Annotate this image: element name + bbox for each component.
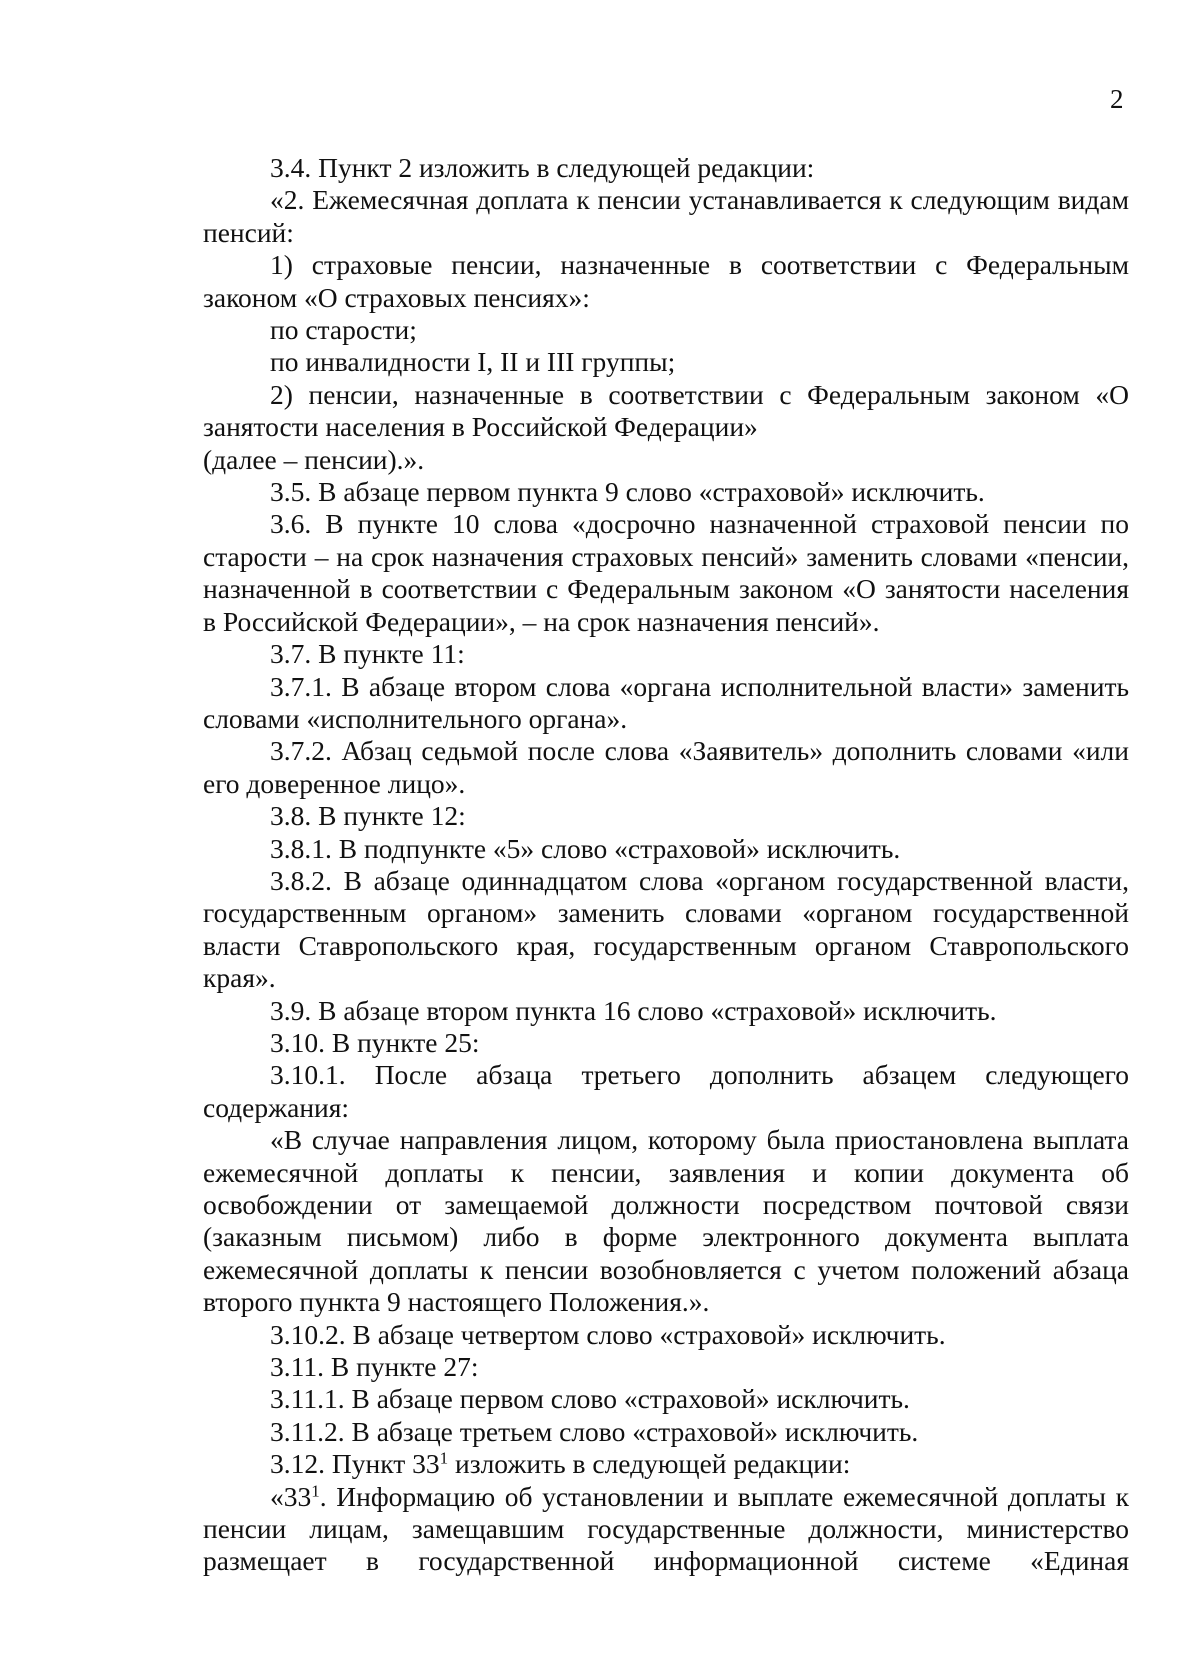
- paragraph-quote-2: «2. Ежемесячная доплата к пенсии устанавливается к следующим видам пенсий:: [203, 184, 1129, 248]
- paragraph-3-11-2: 3.11.2. В абзаце третьем слово «страховой» исключить.: [270, 1415, 919, 1447]
- paragraph-3-8-1: 3.8.1. В подпункте «5» слово «страховой» исключить.: [270, 832, 901, 864]
- paragraph-3-5: 3.5. В абзаце первом пункта 9 слово «страховой» исключить.: [270, 476, 985, 508]
- page-number: 2: [1110, 84, 1124, 114]
- paragraph-hereinafter: (далее – пенсии).».: [203, 443, 425, 475]
- paragraph-old-age: по старости;: [270, 314, 417, 346]
- paragraph-3-10-1: 3.10.1. После абзаца третьего дополнить абзацем следующего содержания:: [203, 1059, 1129, 1123]
- paragraph-33-1-pre: «33: [270, 1480, 312, 1512]
- paragraph-3-10-2: 3.10.2. В абзаце четвертом слово «страховой» исключить.: [270, 1318, 946, 1350]
- paragraph-3-11: 3.11. В пункте 27:: [270, 1351, 479, 1383]
- paragraph-quote-33-1: [203, 1481, 1129, 1578]
- superscript-index: 1: [439, 1448, 449, 1468]
- paragraph-3-9: 3.9. В абзаце втором пункта 16 слово «страховой» исключить.: [270, 994, 997, 1026]
- paragraph-3-12-pre: 3.12. Пункт 33: [270, 1448, 440, 1480]
- paragraph-3-12-post: изложить в следующей редакции:: [448, 1448, 851, 1480]
- superscript-index: 1: [311, 1481, 320, 1501]
- document-body: [203, 152, 1129, 1578]
- paragraph-3-6: 3.6. В пункте 10 слова «досрочно назначенной страховой пенсии по старости – на срок назначения страховых пенсий» заменить словами «пенсии, назначенной в соответствии с Федеральным законом «О занятости населения в Российской Федерации», – на срок назначения пенсий».: [203, 508, 1129, 637]
- paragraph-3-10: 3.10. В пункте 25:: [270, 1026, 480, 1058]
- paragraph-3-8-2: 3.8.2. В абзаце одиннадцатом слова «органом государственной власти, государственным органом» заменить словами «органом государственной власти Ставропольского края, государственным органом Ставропольского края».: [203, 864, 1129, 994]
- paragraph-3-11-1: 3.11.1. В абзаце первом слово «страховой» исключить.: [270, 1383, 910, 1415]
- paragraph-new-abzac: «В случае направления лицом, которому была приостановлена выплата ежемесячной доплаты к пенсии, заявления и копии документа об освобождении от замещаемой должности посредством почтовой связи (заказным письмом) либо в форме электронного документа выплата ежемесячной доплаты к пенсии возобновляется с учетом положений абзаца второго пункта 9 настоящего Положения.».: [203, 1124, 1129, 1318]
- paragraph-3-7-2: 3.7.2. Абзац седьмой после слова «Заявитель» дополнить словами «или его доверенное лицо».: [203, 735, 1129, 799]
- paragraph-33-1-post: . Информацию об установлении и выплате ежемесячной доплаты к пенсии лицам, замещавшим государственные должности, министерство размещает в государственной информационной системе «Единая: [203, 1480, 1129, 1577]
- paragraph-3-4: 3.4. Пункт 2 изложить в следующей редакции:: [270, 152, 815, 183]
- paragraph-3-12: [203, 1448, 1129, 1480]
- paragraph-3-8: 3.8. В пункте 12:: [270, 800, 466, 832]
- paragraph-disability: по инвалидности I, II и III группы;: [270, 346, 676, 378]
- paragraph-item-2: 2) пенсии, назначенные в соответствии с Федеральным законом «О занятости населения в Российской Федерации»: [203, 378, 1129, 443]
- paragraph-item-1: 1) страховые пенсии, назначенные в соответствии с Федеральным законом «О страховых пенсиях»:: [203, 249, 1129, 313]
- paragraph-3-7-1: 3.7.1. В абзаце втором слова «органа исполнительной власти» заменить словами «исполнительного органа».: [203, 670, 1129, 734]
- paragraph-3-7: 3.7. В пункте 11:: [270, 638, 465, 670]
